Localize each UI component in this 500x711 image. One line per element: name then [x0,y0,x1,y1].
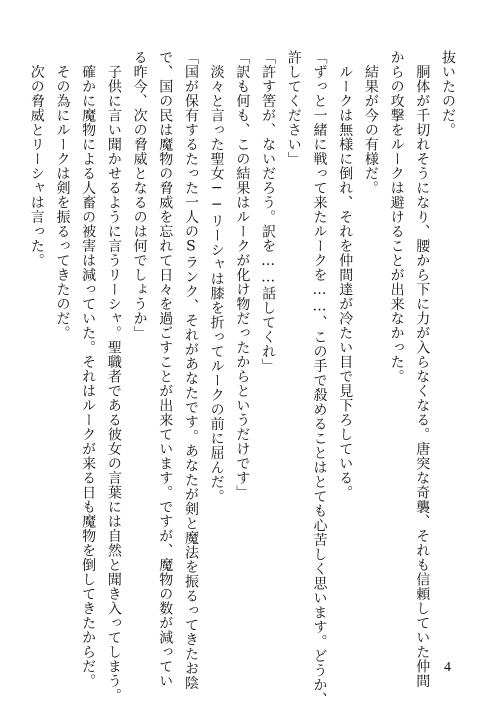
text-line: で、国の民は魔物の脅威を忘れて日々を過ごすことが出来ています。ですが、魔物の数が減ってい [157,50,174,688]
text-line: 次の脅威とリーシャは言った。 [28,50,45,268]
text-line: 胴体が千切れそうになり、腰から下に力が入らなくなる。唐突な奇襲、それも信頼していた仲間 [414,50,431,688]
text-line: 抜いたのだ。 [440,50,456,137]
text-line: 「許す筈が、ないだろう。訳を……話してくれ」 [260,50,277,373]
text-line: 許してください」 [285,50,302,166]
vertical-text-body [28,50,460,707]
text-line: ルークは無様に倒れ、それを仲間達が冷たい目で見下ろしている。 [337,50,354,500]
text-line: 「国が保有するたった一人のSランク、それがあなたです。あなたが剣と魔法を振るってきたお陰 [182,50,199,690]
text-line: からの攻撃をルークは避けることが出来なかった。 [388,50,405,384]
text-line: 結果が今の有様だ。 [362,50,379,195]
text-line: 確かに魔物による人畜の被害は減っていた。それはルークが来る日も魔物を倒してきたからだ。 [80,50,97,688]
text-line: 「訳も何も、この結果はルークが化け物だったからというだけです」 [234,50,251,500]
text-line: る昨今、次の脅威となるのは何でしょうか」 [131,50,148,340]
text-line: 淡々と言った聖女──リーシャは膝を折ってルークの前に屈んだ。 [208,50,225,504]
page-number: 4 [444,660,451,675]
text-line: 「ずっと一緒に戦って来たルークを……、この手で殺めることはとても心苦しく思います。どうか、 [311,50,328,707]
text-line: 子供に言い聞かせるように言うリーシャ。聖職者である彼女の言葉には自然と聞き入ってしまう。 [105,50,122,703]
text-line: その為にルークは剣を振るってきたのだ。 [54,50,71,340]
